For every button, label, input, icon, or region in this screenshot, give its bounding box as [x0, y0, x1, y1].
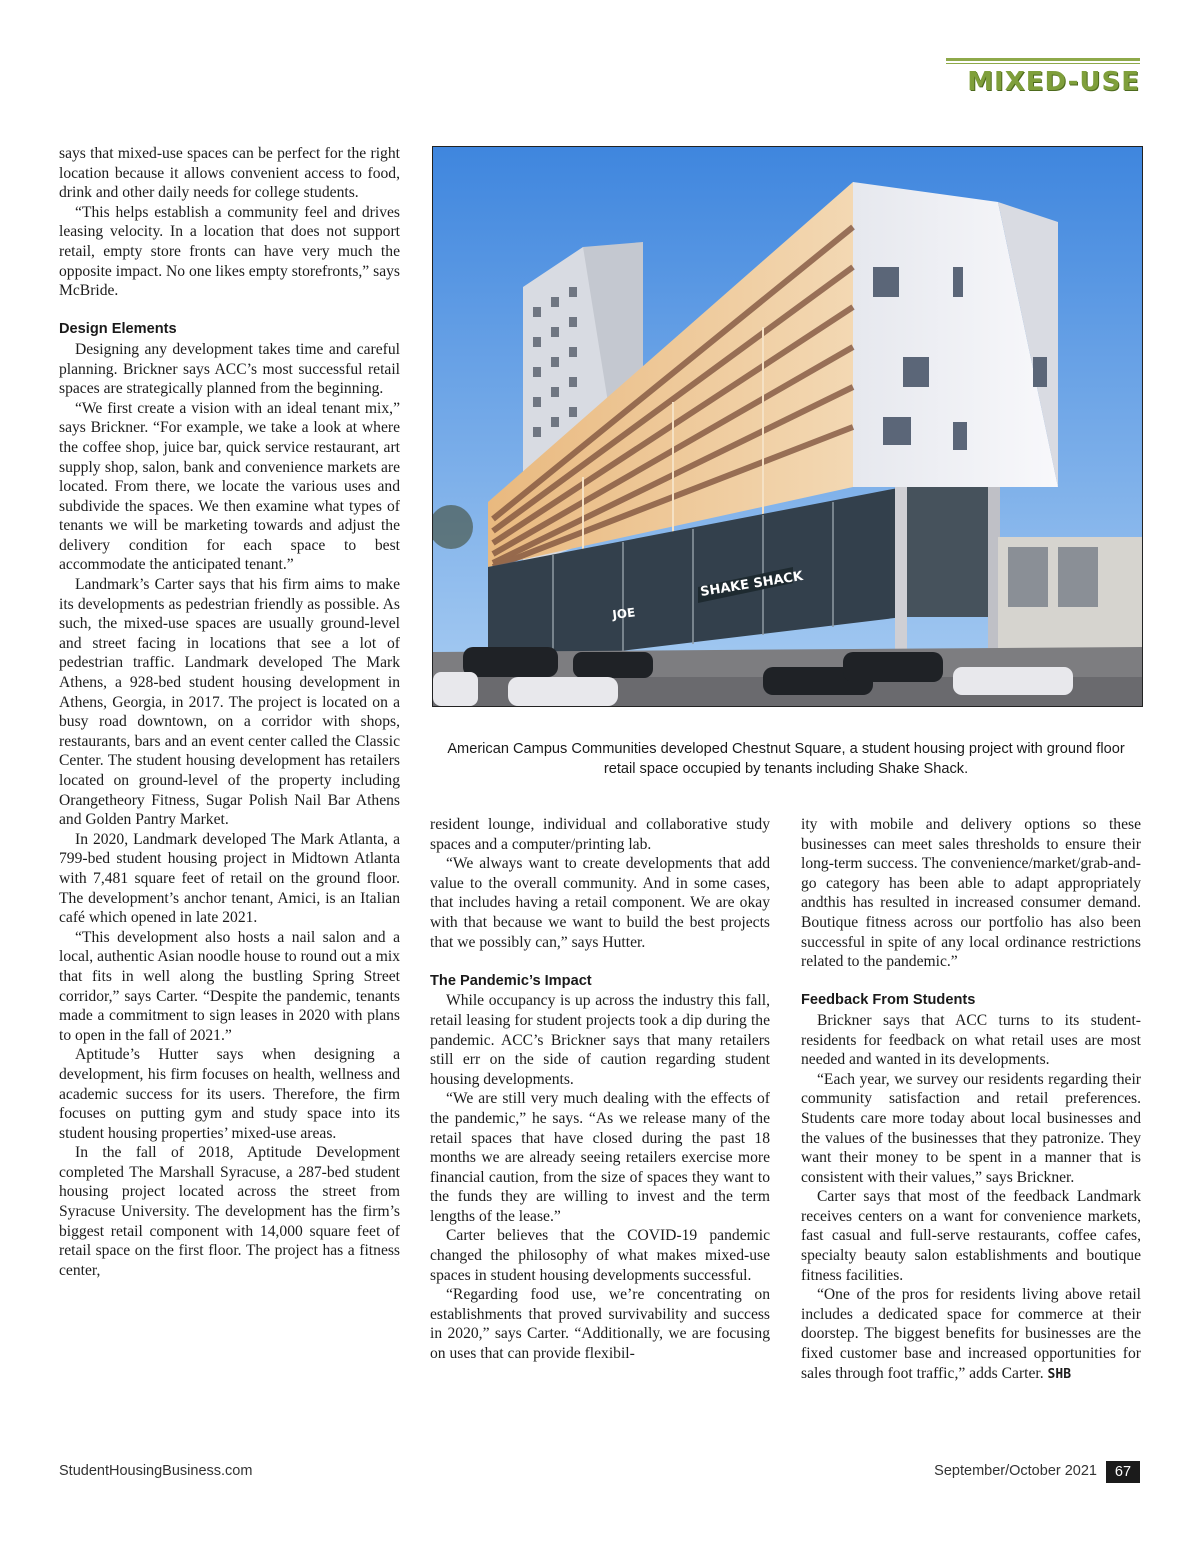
- right-column: [801, 815, 1141, 1384]
- middle-column: [430, 815, 770, 1364]
- section-header: [946, 58, 1140, 104]
- paragraph: Carter says that most of the feedback Landmark receives centers on a want for convenience markets, fast casual and full-serve restaurants, coffee cafes, specialty beauty salon establishments and boutique fitness facilities.: [801, 1188, 1141, 1284]
- building-photo: [432, 146, 1143, 707]
- paragraph: “Each year, we survey our residents regarding their community satisfaction and retail preferences. Students care more today about local businesses and the values of the businesses that they patronize. They want their money to be spent in a manner that is consistent with their values,” says Brickner.: [801, 1070, 1141, 1186]
- paragraph: While occupancy is up across the industry this fall, retail leasing for student projects took a dip during the pandemic. ACC’s Brickner says that many retailers still err on the side of caution regarding student housing developments.: [430, 992, 770, 1088]
- page-number: 67: [1106, 1461, 1140, 1483]
- storefront-sign: SHAKE SHACK: [699, 568, 805, 600]
- section-heading-design-elements: Design Elements: [59, 321, 177, 338]
- footer-date: September/October 2021: [934, 1463, 1097, 1479]
- paragraph: In the fall of 2018, Aptitude Development completed The Marshall Syracuse, a 287-bed student housing project located across the street from Syracuse University. The development has the firm’s biggest retail component with 14,000 square feet of retail space on the first floor. The project has a fitness center,: [59, 1144, 400, 1279]
- section-heading-feedback: Feedback From Students: [801, 992, 976, 1009]
- left-column: [59, 144, 400, 1280]
- signoff-mark: SHB: [1047, 1366, 1072, 1382]
- paragraph: Designing any development takes time and careful planning. Brickner says ACC’s most successful retail spaces are strategically planned from the beginning.: [59, 340, 400, 398]
- paragraph: In 2020, Landmark developed The Mark Atlanta, a 799-bed student housing project in Midtown Atlanta with 7,481 square feet of retail on the ground floor. The development’s anchor tenant, Amici, is an Italian café which opened in late 2021.: [59, 830, 400, 927]
- section-heading-pandemic: The Pandemic’s Impact: [430, 972, 592, 989]
- store-sign: JOE: [611, 605, 637, 622]
- paragraph: “This development also hosts a nail salon and a local, authentic Asian noodle house to round out a mix that fits in well along the bustling Spring Street corridor,” says Carter. “Despite the pandemic, tenants made a commitment to sign leases in 2020 with plans to open in the fall of 2021.”: [59, 928, 400, 1044]
- paragraph: Carter believes that the COVID-19 pandemic changed the philosophy of what makes mixed-use spaces in student housing developments successful.: [430, 1227, 770, 1284]
- paragraph: “We are still very much dealing with the effects of the pandemic,” he says. “As we release many of the retail spaces that have closed during the past 18 months we are already seeing retailers exercise more financial caution, from the size of spaces they want to the funds they are willing to invest and the term lengths of the lease.”: [430, 1090, 770, 1225]
- paragraph-text: “One of the pros for residents living above retail includes a dedicated space for commerce at their doorstep. The biggest benefits for businesses are the fixed customer base and increased opportunities for sales through foot traffic,” adds Carter.: [801, 1286, 1141, 1382]
- paragraph: says that mixed-use spaces can be perfect for the right location because it allows convenient access to food, drink and other daily needs for college students.: [59, 145, 400, 202]
- paragraph: resident lounge, individual and collaborative study spaces and a computer/printing lab.: [430, 816, 770, 853]
- paragraph: ity with mobile and delivery options so these businesses can meet sales thresholds to ensure their long-term success. The convenience/market/grab-and-go category has been able to adapt appropriately andthis has resulted in increased consumer demand. Boutique fitness across our portfolio has also been successful in spite of any local ordinance restrictions related to the pandemic.”: [801, 816, 1141, 971]
- paragraph: “We first create a vision with an ideal tenant mix,” says Brickner. “For example, we take a look at where the coffee shop, juice bar, quick service restaurant, art supply shop, salon, bank and convenience markets are located. From there, we locate the various uses and subdivide the spaces. We then examine what types of tenants we will be marketing towards and adjust the delivery condition for each space to best accommodate the anticipated tenant.”: [59, 399, 400, 574]
- footer-site: StudentHousingBusiness.com: [59, 1463, 253, 1479]
- paragraph: “Regarding food use, we’re concentrating on establishments that proved survivability and success in 2020,” says Carter. “Additionally, we are focusing on uses that can provide flexibil-: [430, 1286, 770, 1363]
- paragraph: “This helps establish a community feel and drives leasing velocity. In a location that does not support retail, empty store fronts can have very much the opposite impact. No one likes empty storefronts,” says McBride.: [59, 203, 400, 300]
- paragraph-final: [801, 1285, 1141, 1384]
- photo-caption: American Campus Communities developed Chestnut Square, a student housing project with ground floor retail space occupied by tenants including Shake Shack.: [447, 741, 1125, 777]
- paragraph: Landmark’s Carter says that his firm aims to make its developments as pedestrian friendly as possible. As such, the mixed-use spaces are usually ground-level and street facing in locations that see a lot of pedestrian traffic. Landmark developed The Mark Athens, a 928-bed student housing development in Athens, Georgia, in 2017. The project is located on a busy road downtown, on a corridor with shops, restaurants, bars and an event center called the Classic Center. The student housing development has retailers located on ground-level of the property including Orangetheory Fitness, Sugar Polish Nail Bar Athens and Golden Pantry Market.: [59, 576, 400, 829]
- paragraph: “We always want to create developments that add value to the overall community. And in some cases, that includes having a retail component. We are okay with that because we want to build the best projects that we possibly can,” says Hutter.: [430, 855, 770, 951]
- paragraph: Aptitude’s Hutter says when designing a development, his firm focuses on health, wellness and academic success for its users. Therefore, the firm focuses on putting gym and study space into its student housing properties’ mixed-use areas.: [59, 1046, 400, 1142]
- header-rule: [946, 58, 1140, 61]
- header-rule-thin: [946, 63, 1140, 64]
- section-label: MIXED-USE: [967, 67, 1140, 97]
- paragraph: Brickner says that ACC turns to its student-residents for feedback on what retail uses are most needed and wanted in its developments.: [801, 1011, 1141, 1069]
